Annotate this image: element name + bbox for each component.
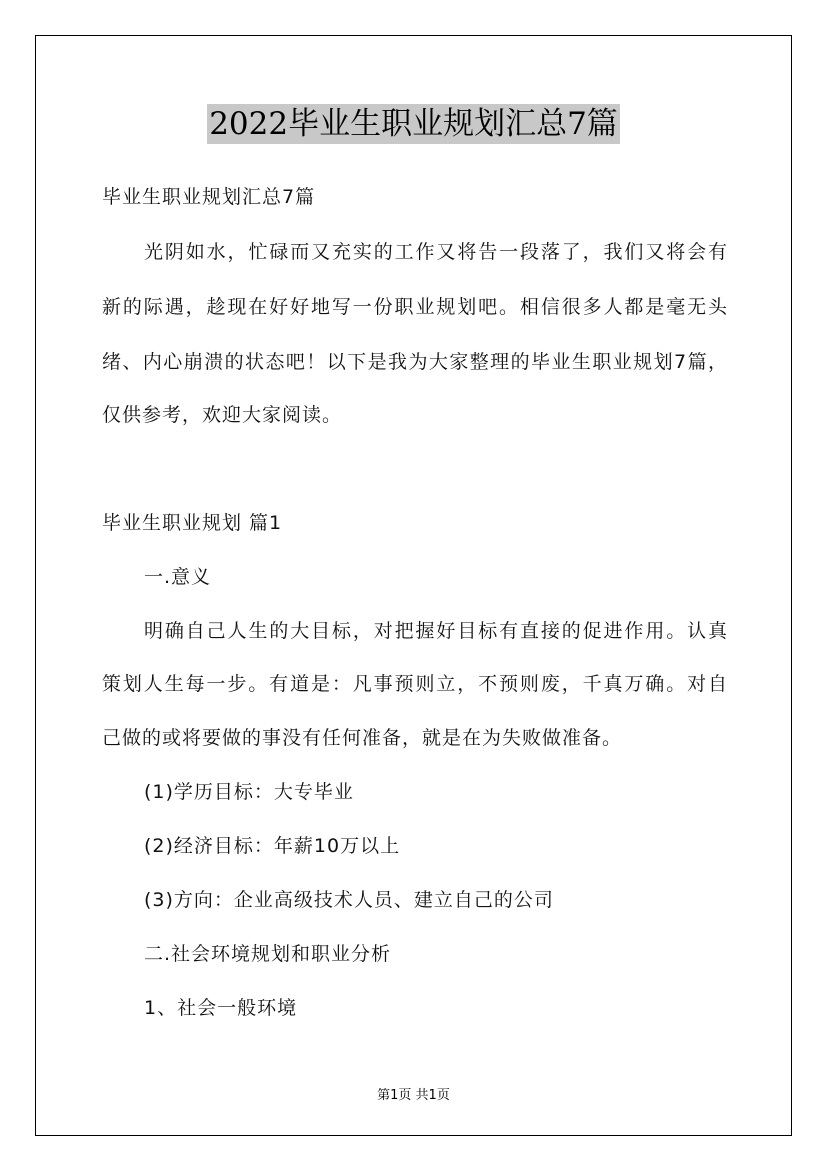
document-subtitle: 毕业生职业规划汇总7篇 <box>102 186 316 208</box>
part1-line-2: 策划人生每一步。有道是：凡事预则立，不预则废，千真万确。对自 <box>102 673 728 695</box>
goal-education: (1)学历目标：大专毕业 <box>144 781 354 803</box>
document-title <box>0 98 827 143</box>
intro-line-3: 绪、内心崩溃的状态吧！以下是我为大家整理的毕业生职业规划7篇， <box>102 351 728 373</box>
intro-line-2: 新的际遇，趁现在好好地写一份职业规划吧。相信很多人都是毫无头 <box>102 296 728 318</box>
document-title-text: 2022毕业生职业规划汇总7篇 <box>209 106 618 142</box>
section-heading: 毕业生职业规划 篇1 <box>102 512 283 534</box>
goal-direction: (3)方向：企业高级技术人员、建立自己的公司 <box>144 889 554 911</box>
page-footer: 第1页 共1页 <box>377 1088 450 1103</box>
part2-heading: 二.社会环境规划和职业分析 <box>144 943 392 965</box>
intro-line-4: 仅供参考，欢迎大家阅读。 <box>102 404 343 426</box>
part1-heading: 一.意义 <box>144 566 212 588</box>
part2-sub1: 1、社会一般环境 <box>144 997 298 1019</box>
part1-line-1: 明确自己人生的大目标，对把握好目标有直接的促进作用。认真 <box>144 620 728 642</box>
part1-line-3: 己做的或将要做的事没有任何准备，就是在为失败做准备。 <box>102 727 623 749</box>
intro-line-1: 光阴如水，忙碌而又充实的工作又将告一段落了，我们又将会有 <box>144 241 728 263</box>
goal-economic: (2)经济目标：年薪10万以上 <box>144 835 401 857</box>
